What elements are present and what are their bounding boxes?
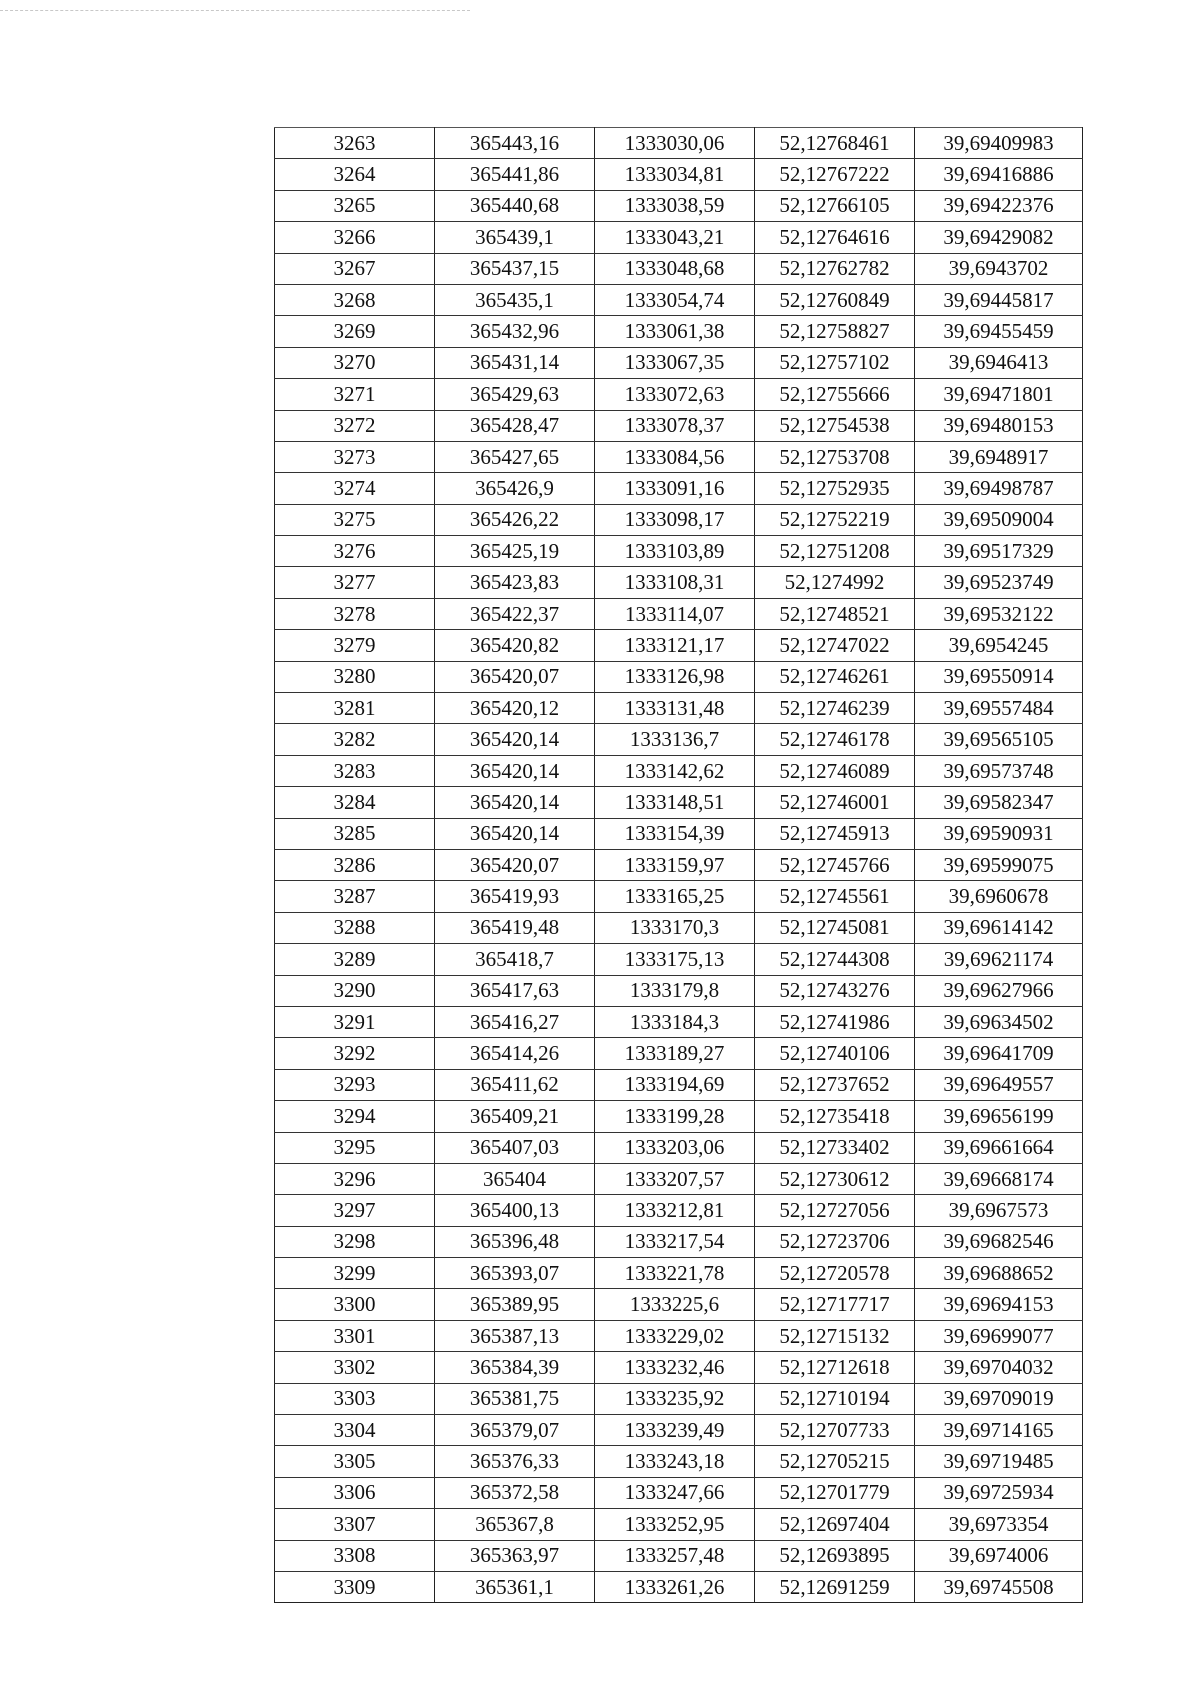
- point-number-cell: 3285: [275, 818, 435, 849]
- longitude-cell: 39,6948917: [915, 441, 1083, 472]
- point-number-cell: 3278: [275, 598, 435, 629]
- point-number-cell: 3299: [275, 1258, 435, 1289]
- x-coordinate-cell: 365419,48: [435, 912, 595, 943]
- table-row: [275, 1320, 1083, 1351]
- table-row: [275, 379, 1083, 410]
- table-row: [275, 1352, 1083, 1383]
- latitude-cell: 52,12697404: [755, 1509, 915, 1540]
- latitude-cell: 52,12754538: [755, 410, 915, 441]
- y-coordinate-cell: 1333091,16: [595, 473, 755, 504]
- y-coordinate-cell: 1333103,89: [595, 536, 755, 567]
- point-number-cell: 3295: [275, 1132, 435, 1163]
- longitude-cell: 39,69656199: [915, 1101, 1083, 1132]
- point-number-cell: 3273: [275, 441, 435, 472]
- x-coordinate-cell: 365400,13: [435, 1195, 595, 1226]
- x-coordinate-cell: 365440,68: [435, 190, 595, 221]
- table-row: [275, 473, 1083, 504]
- table-row: [275, 128, 1083, 159]
- longitude-cell: 39,69429082: [915, 222, 1083, 253]
- point-number-cell: 3281: [275, 693, 435, 724]
- y-coordinate-cell: 1333154,39: [595, 818, 755, 849]
- latitude-cell: 52,12740106: [755, 1038, 915, 1069]
- latitude-cell: 52,12767222: [755, 159, 915, 190]
- y-coordinate-cell: 1333225,6: [595, 1289, 755, 1320]
- x-coordinate-cell: 365426,22: [435, 504, 595, 535]
- longitude-cell: 39,69471801: [915, 379, 1083, 410]
- longitude-cell: 39,69480153: [915, 410, 1083, 441]
- coordinates-table-body: [275, 128, 1083, 1603]
- latitude-cell: 52,12747022: [755, 630, 915, 661]
- table-row: [275, 755, 1083, 786]
- point-number-cell: 3302: [275, 1352, 435, 1383]
- x-coordinate-cell: 365420,14: [435, 755, 595, 786]
- latitude-cell: 52,12745561: [755, 881, 915, 912]
- y-coordinate-cell: 1333114,07: [595, 598, 755, 629]
- point-number-cell: 3301: [275, 1320, 435, 1351]
- y-coordinate-cell: 1333257,48: [595, 1540, 755, 1571]
- latitude-cell: 52,12705215: [755, 1446, 915, 1477]
- y-coordinate-cell: 1333067,35: [595, 347, 755, 378]
- scan-edge-artifact: [0, 10, 470, 11]
- longitude-cell: 39,69599075: [915, 849, 1083, 880]
- longitude-cell: 39,69509004: [915, 504, 1083, 535]
- x-coordinate-cell: 365416,27: [435, 1006, 595, 1037]
- latitude-cell: 52,12691259: [755, 1571, 915, 1602]
- latitude-cell: 52,12746239: [755, 693, 915, 724]
- point-number-cell: 3298: [275, 1226, 435, 1257]
- table-row: [275, 1509, 1083, 1540]
- point-number-cell: 3263: [275, 128, 435, 159]
- y-coordinate-cell: 1333108,31: [595, 567, 755, 598]
- point-number-cell: 3269: [275, 316, 435, 347]
- y-coordinate-cell: 1333054,74: [595, 284, 755, 315]
- y-coordinate-cell: 1333043,21: [595, 222, 755, 253]
- latitude-cell: 52,12744308: [755, 944, 915, 975]
- table-row: [275, 536, 1083, 567]
- latitude-cell: 52,12746089: [755, 755, 915, 786]
- y-coordinate-cell: 1333148,51: [595, 787, 755, 818]
- longitude-cell: 39,6974006: [915, 1540, 1083, 1571]
- y-coordinate-cell: 1333221,78: [595, 1258, 755, 1289]
- latitude-cell: 52,12760849: [755, 284, 915, 315]
- table-row: [275, 1132, 1083, 1163]
- x-coordinate-cell: 365363,97: [435, 1540, 595, 1571]
- table-row: [275, 1163, 1083, 1194]
- longitude-cell: 39,6960678: [915, 881, 1083, 912]
- x-coordinate-cell: 365414,26: [435, 1038, 595, 1069]
- longitude-cell: 39,69649557: [915, 1069, 1083, 1100]
- y-coordinate-cell: 1333034,81: [595, 159, 755, 190]
- y-coordinate-cell: 1333038,59: [595, 190, 755, 221]
- x-coordinate-cell: 365425,19: [435, 536, 595, 567]
- y-coordinate-cell: 1333229,02: [595, 1320, 755, 1351]
- table-row: [275, 253, 1083, 284]
- table-row: [275, 912, 1083, 943]
- table-row: [275, 693, 1083, 724]
- point-number-cell: 3293: [275, 1069, 435, 1100]
- longitude-cell: 39,69523749: [915, 567, 1083, 598]
- longitude-cell: 39,69565105: [915, 724, 1083, 755]
- longitude-cell: 39,69704032: [915, 1352, 1083, 1383]
- point-number-cell: 3287: [275, 881, 435, 912]
- x-coordinate-cell: 365422,37: [435, 598, 595, 629]
- longitude-cell: 39,69416886: [915, 159, 1083, 190]
- table-row: [275, 316, 1083, 347]
- latitude-cell: 52,12707733: [755, 1415, 915, 1446]
- y-coordinate-cell: 1333136,7: [595, 724, 755, 755]
- table-row: [275, 630, 1083, 661]
- latitude-cell: 52,12766105: [755, 190, 915, 221]
- point-number-cell: 3272: [275, 410, 435, 441]
- longitude-cell: 39,69745508: [915, 1571, 1083, 1602]
- longitude-cell: 39,6954245: [915, 630, 1083, 661]
- x-coordinate-cell: 365376,33: [435, 1446, 595, 1477]
- point-number-cell: 3294: [275, 1101, 435, 1132]
- point-number-cell: 3280: [275, 661, 435, 692]
- x-coordinate-cell: 365361,1: [435, 1571, 595, 1602]
- x-coordinate-cell: 365407,03: [435, 1132, 595, 1163]
- table-row: [275, 1069, 1083, 1100]
- y-coordinate-cell: 1333084,56: [595, 441, 755, 472]
- y-coordinate-cell: 1333030,06: [595, 128, 755, 159]
- x-coordinate-cell: 365372,58: [435, 1477, 595, 1508]
- latitude-cell: 52,12743276: [755, 975, 915, 1006]
- longitude-cell: 39,69627966: [915, 975, 1083, 1006]
- table-row: [275, 1446, 1083, 1477]
- table-row: [275, 1038, 1083, 1069]
- table-row: [275, 944, 1083, 975]
- point-number-cell: 3304: [275, 1415, 435, 1446]
- table-row: [275, 1571, 1083, 1602]
- x-coordinate-cell: 365429,63: [435, 379, 595, 410]
- latitude-cell: 52,12715132: [755, 1320, 915, 1351]
- x-coordinate-cell: 365427,65: [435, 441, 595, 472]
- longitude-cell: 39,69699077: [915, 1320, 1083, 1351]
- x-coordinate-cell: 365417,63: [435, 975, 595, 1006]
- y-coordinate-cell: 1333048,68: [595, 253, 755, 284]
- y-coordinate-cell: 1333170,3: [595, 912, 755, 943]
- latitude-cell: 52,12746178: [755, 724, 915, 755]
- latitude-cell: 52,12757102: [755, 347, 915, 378]
- y-coordinate-cell: 1333243,18: [595, 1446, 755, 1477]
- latitude-cell: 52,12723706: [755, 1226, 915, 1257]
- latitude-cell: 52,12752219: [755, 504, 915, 535]
- longitude-cell: 39,69532122: [915, 598, 1083, 629]
- latitude-cell: 52,12701779: [755, 1477, 915, 1508]
- y-coordinate-cell: 1333203,06: [595, 1132, 755, 1163]
- y-coordinate-cell: 1333252,95: [595, 1509, 755, 1540]
- y-coordinate-cell: 1333247,66: [595, 1477, 755, 1508]
- latitude-cell: 52,12741986: [755, 1006, 915, 1037]
- longitude-cell: 39,69714165: [915, 1415, 1083, 1446]
- table-row: [275, 1477, 1083, 1508]
- x-coordinate-cell: 365411,62: [435, 1069, 595, 1100]
- point-number-cell: 3292: [275, 1038, 435, 1069]
- table-row: [275, 1195, 1083, 1226]
- latitude-cell: 52,12758827: [755, 316, 915, 347]
- x-coordinate-cell: 365379,07: [435, 1415, 595, 1446]
- y-coordinate-cell: 1333212,81: [595, 1195, 755, 1226]
- longitude-cell: 39,69668174: [915, 1163, 1083, 1194]
- y-coordinate-cell: 1333078,37: [595, 410, 755, 441]
- table-row: [275, 598, 1083, 629]
- point-number-cell: 3305: [275, 1446, 435, 1477]
- latitude-cell: 52,12748521: [755, 598, 915, 629]
- table-row: [275, 881, 1083, 912]
- latitude-cell: 52,12745913: [755, 818, 915, 849]
- x-coordinate-cell: 365435,1: [435, 284, 595, 315]
- longitude-cell: 39,69641709: [915, 1038, 1083, 1069]
- point-number-cell: 3283: [275, 755, 435, 786]
- longitude-cell: 39,69661664: [915, 1132, 1083, 1163]
- latitude-cell: 52,12717717: [755, 1289, 915, 1320]
- longitude-cell: 39,69498787: [915, 473, 1083, 504]
- longitude-cell: 39,69590931: [915, 818, 1083, 849]
- longitude-cell: 39,69614142: [915, 912, 1083, 943]
- point-number-cell: 3300: [275, 1289, 435, 1320]
- x-coordinate-cell: 365381,75: [435, 1383, 595, 1414]
- latitude-cell: 52,12762782: [755, 253, 915, 284]
- point-number-cell: 3266: [275, 222, 435, 253]
- latitude-cell: 52,12745766: [755, 849, 915, 880]
- latitude-cell: 52,12745081: [755, 912, 915, 943]
- table-row: [275, 724, 1083, 755]
- longitude-cell: 39,69550914: [915, 661, 1083, 692]
- y-coordinate-cell: 1333184,3: [595, 1006, 755, 1037]
- longitude-cell: 39,69688652: [915, 1258, 1083, 1289]
- latitude-cell: 52,12737652: [755, 1069, 915, 1100]
- point-number-cell: 3286: [275, 849, 435, 880]
- point-number-cell: 3309: [275, 1571, 435, 1602]
- point-number-cell: 3303: [275, 1383, 435, 1414]
- longitude-cell: 39,6943702: [915, 253, 1083, 284]
- longitude-cell: 39,6967573: [915, 1195, 1083, 1226]
- x-coordinate-cell: 365420,14: [435, 818, 595, 849]
- latitude-cell: 52,12768461: [755, 128, 915, 159]
- point-number-cell: 3279: [275, 630, 435, 661]
- table-row: [275, 787, 1083, 818]
- x-coordinate-cell: 365437,15: [435, 253, 595, 284]
- longitude-cell: 39,69694153: [915, 1289, 1083, 1320]
- latitude-cell: 52,12752935: [755, 473, 915, 504]
- y-coordinate-cell: 1333165,25: [595, 881, 755, 912]
- table-row: [275, 1540, 1083, 1571]
- table-row: [275, 347, 1083, 378]
- x-coordinate-cell: 365441,86: [435, 159, 595, 190]
- point-number-cell: 3288: [275, 912, 435, 943]
- y-coordinate-cell: 1333061,38: [595, 316, 755, 347]
- y-coordinate-cell: 1333159,97: [595, 849, 755, 880]
- table-row: [275, 849, 1083, 880]
- table-row: [275, 818, 1083, 849]
- point-number-cell: 3275: [275, 504, 435, 535]
- latitude-cell: 52,12720578: [755, 1258, 915, 1289]
- x-coordinate-cell: 365389,95: [435, 1289, 595, 1320]
- point-number-cell: 3291: [275, 1006, 435, 1037]
- y-coordinate-cell: 1333098,17: [595, 504, 755, 535]
- table-row: [275, 661, 1083, 692]
- longitude-cell: 39,69455459: [915, 316, 1083, 347]
- point-number-cell: 3271: [275, 379, 435, 410]
- latitude-cell: 52,1274992: [755, 567, 915, 598]
- point-number-cell: 3308: [275, 1540, 435, 1571]
- table-row: [275, 1226, 1083, 1257]
- table-row: [275, 1101, 1083, 1132]
- y-coordinate-cell: 1333199,28: [595, 1101, 755, 1132]
- table-row: [275, 410, 1083, 441]
- latitude-cell: 52,12712618: [755, 1352, 915, 1383]
- longitude-cell: 39,6946413: [915, 347, 1083, 378]
- table-row: [275, 504, 1083, 535]
- x-coordinate-cell: 365393,07: [435, 1258, 595, 1289]
- latitude-cell: 52,12730612: [755, 1163, 915, 1194]
- table-row: [275, 567, 1083, 598]
- x-coordinate-cell: 365431,14: [435, 347, 595, 378]
- x-coordinate-cell: 365420,14: [435, 787, 595, 818]
- y-coordinate-cell: 1333126,98: [595, 661, 755, 692]
- x-coordinate-cell: 365420,82: [435, 630, 595, 661]
- longitude-cell: 39,6973354: [915, 1509, 1083, 1540]
- x-coordinate-cell: 365420,07: [435, 849, 595, 880]
- x-coordinate-cell: 365423,83: [435, 567, 595, 598]
- table-row: [275, 159, 1083, 190]
- point-number-cell: 3282: [275, 724, 435, 755]
- x-coordinate-cell: 365420,12: [435, 693, 595, 724]
- table-row: [275, 1006, 1083, 1037]
- latitude-cell: 52,12751208: [755, 536, 915, 567]
- point-number-cell: 3306: [275, 1477, 435, 1508]
- x-coordinate-cell: 365420,14: [435, 724, 595, 755]
- table-row: [275, 1289, 1083, 1320]
- point-number-cell: 3267: [275, 253, 435, 284]
- longitude-cell: 39,69517329: [915, 536, 1083, 567]
- x-coordinate-cell: 365404: [435, 1163, 595, 1194]
- x-coordinate-cell: 365409,21: [435, 1101, 595, 1132]
- table-row: [275, 284, 1083, 315]
- y-coordinate-cell: 1333121,17: [595, 630, 755, 661]
- longitude-cell: 39,69719485: [915, 1446, 1083, 1477]
- x-coordinate-cell: 365396,48: [435, 1226, 595, 1257]
- point-number-cell: 3268: [275, 284, 435, 315]
- longitude-cell: 39,69709019: [915, 1383, 1083, 1414]
- latitude-cell: 52,12746001: [755, 787, 915, 818]
- point-number-cell: 3264: [275, 159, 435, 190]
- x-coordinate-cell: 365384,39: [435, 1352, 595, 1383]
- point-number-cell: 3276: [275, 536, 435, 567]
- x-coordinate-cell: 365418,7: [435, 944, 595, 975]
- point-number-cell: 3265: [275, 190, 435, 221]
- x-coordinate-cell: 365420,07: [435, 661, 595, 692]
- y-coordinate-cell: 1333235,92: [595, 1383, 755, 1414]
- latitude-cell: 52,12746261: [755, 661, 915, 692]
- longitude-cell: 39,69557484: [915, 693, 1083, 724]
- longitude-cell: 39,69582347: [915, 787, 1083, 818]
- latitude-cell: 52,12735418: [755, 1101, 915, 1132]
- y-coordinate-cell: 1333189,27: [595, 1038, 755, 1069]
- x-coordinate-cell: 365432,96: [435, 316, 595, 347]
- y-coordinate-cell: 1333131,48: [595, 693, 755, 724]
- point-number-cell: 3307: [275, 1509, 435, 1540]
- x-coordinate-cell: 365439,1: [435, 222, 595, 253]
- table-row: [275, 975, 1083, 1006]
- y-coordinate-cell: 1333142,62: [595, 755, 755, 786]
- point-number-cell: 3296: [275, 1163, 435, 1194]
- point-number-cell: 3277: [275, 567, 435, 598]
- coordinates-table: [274, 127, 1083, 1603]
- table-row: [275, 222, 1083, 253]
- x-coordinate-cell: 365387,13: [435, 1320, 595, 1351]
- point-number-cell: 3284: [275, 787, 435, 818]
- point-number-cell: 3289: [275, 944, 435, 975]
- x-coordinate-cell: 365443,16: [435, 128, 595, 159]
- y-coordinate-cell: 1333072,63: [595, 379, 755, 410]
- table-row: [275, 190, 1083, 221]
- table-row: [275, 1258, 1083, 1289]
- point-number-cell: 3297: [275, 1195, 435, 1226]
- x-coordinate-cell: 365367,8: [435, 1509, 595, 1540]
- y-coordinate-cell: 1333217,54: [595, 1226, 755, 1257]
- y-coordinate-cell: 1333175,13: [595, 944, 755, 975]
- longitude-cell: 39,69621174: [915, 944, 1083, 975]
- table-row: [275, 1383, 1083, 1414]
- latitude-cell: 52,12753708: [755, 441, 915, 472]
- longitude-cell: 39,69409983: [915, 128, 1083, 159]
- x-coordinate-cell: 365426,9: [435, 473, 595, 504]
- longitude-cell: 39,69634502: [915, 1006, 1083, 1037]
- x-coordinate-cell: 365419,93: [435, 881, 595, 912]
- longitude-cell: 39,69422376: [915, 190, 1083, 221]
- longitude-cell: 39,69573748: [915, 755, 1083, 786]
- latitude-cell: 52,12755666: [755, 379, 915, 410]
- latitude-cell: 52,12693895: [755, 1540, 915, 1571]
- y-coordinate-cell: 1333261,26: [595, 1571, 755, 1602]
- table-row: [275, 441, 1083, 472]
- y-coordinate-cell: 1333194,69: [595, 1069, 755, 1100]
- x-coordinate-cell: 365428,47: [435, 410, 595, 441]
- point-number-cell: 3274: [275, 473, 435, 504]
- table-row: [275, 1415, 1083, 1446]
- longitude-cell: 39,69725934: [915, 1477, 1083, 1508]
- latitude-cell: 52,12710194: [755, 1383, 915, 1414]
- point-number-cell: 3270: [275, 347, 435, 378]
- latitude-cell: 52,12764616: [755, 222, 915, 253]
- y-coordinate-cell: 1333179,8: [595, 975, 755, 1006]
- y-coordinate-cell: 1333207,57: [595, 1163, 755, 1194]
- y-coordinate-cell: 1333239,49: [595, 1415, 755, 1446]
- longitude-cell: 39,69682546: [915, 1226, 1083, 1257]
- latitude-cell: 52,12727056: [755, 1195, 915, 1226]
- point-number-cell: 3290: [275, 975, 435, 1006]
- latitude-cell: 52,12733402: [755, 1132, 915, 1163]
- longitude-cell: 39,69445817: [915, 284, 1083, 315]
- y-coordinate-cell: 1333232,46: [595, 1352, 755, 1383]
